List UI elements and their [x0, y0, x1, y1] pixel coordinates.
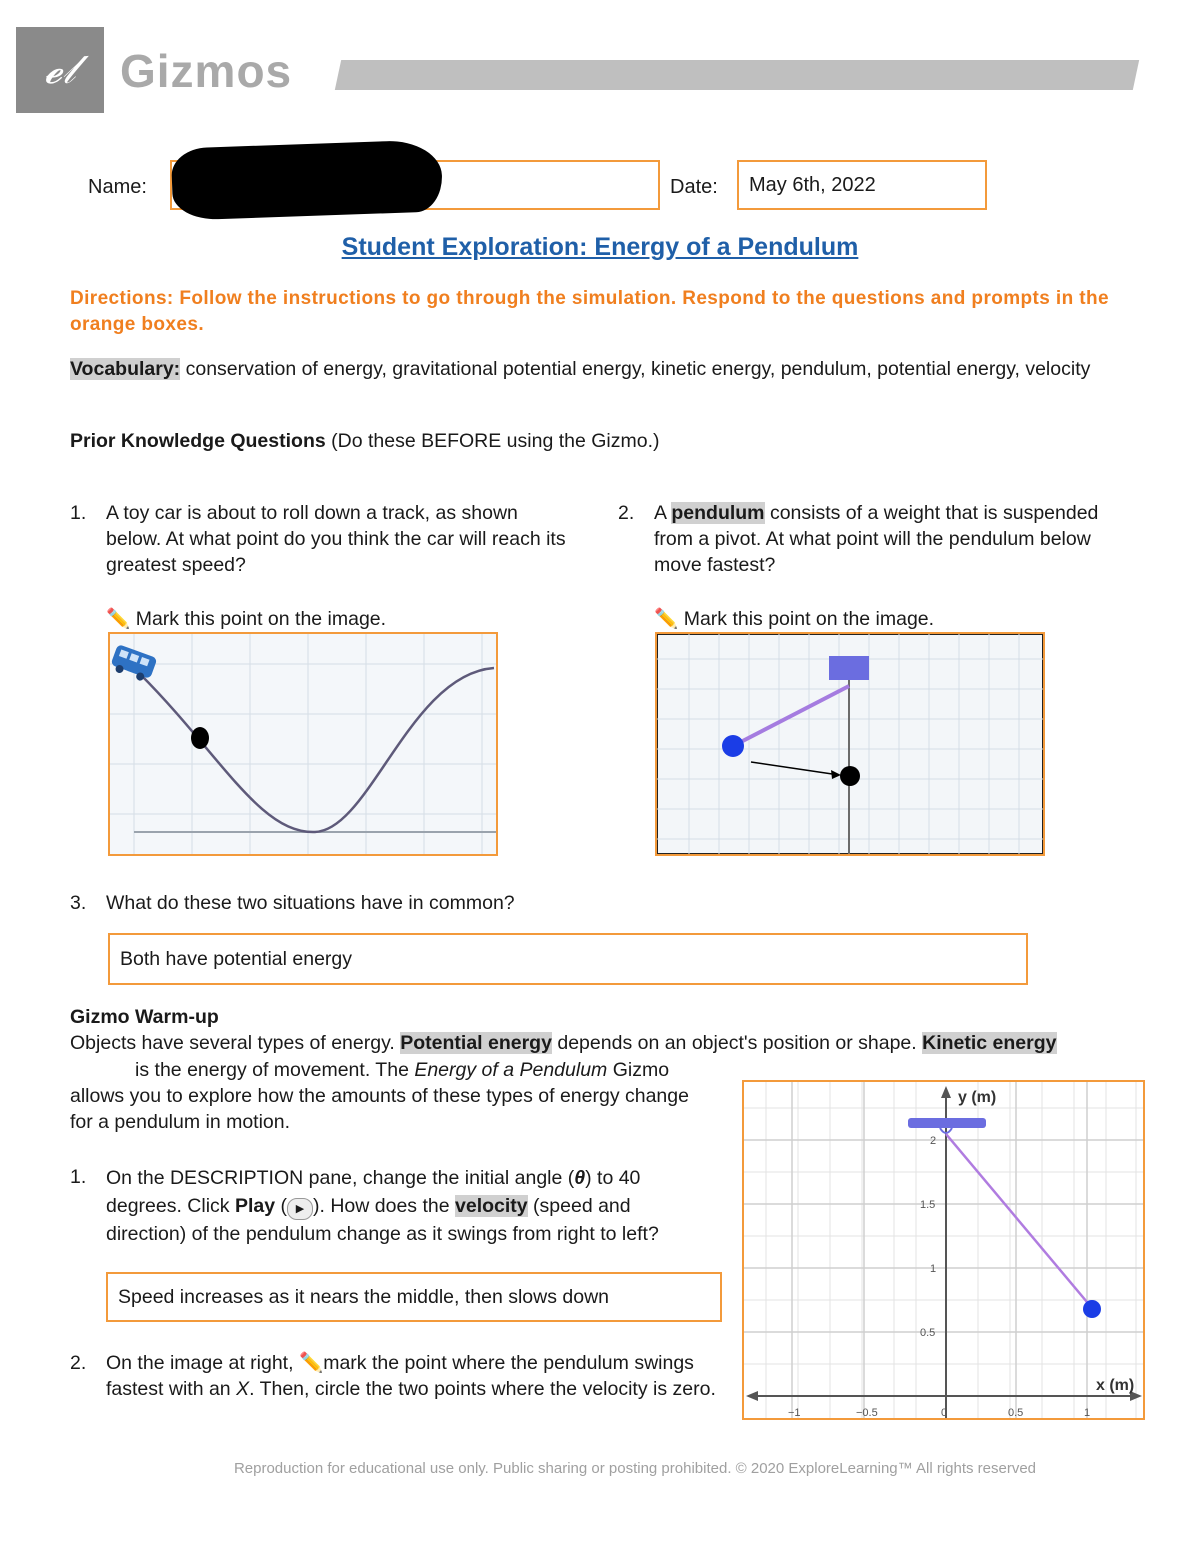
x-tick-label: 0	[941, 1407, 948, 1418]
prior-knowledge-heading: Prior Knowledge Questions (Do these BEFORE using the Gizmo.)	[70, 430, 660, 452]
header-bar	[335, 60, 1139, 90]
date-field[interactable]: May 6th, 2022	[737, 160, 987, 210]
x-tick-label: −0.5	[856, 1407, 878, 1418]
track-svg	[110, 634, 496, 854]
pendulum-svg	[657, 634, 1043, 854]
brand-name: Gizmos	[120, 45, 293, 97]
q1-text: A toy car is about to roll down a track, as shown below. At what point do you think the car will reach its greatest speed?	[106, 502, 566, 576]
q1-number: 1.	[70, 502, 87, 524]
y-tick-label: 0.5	[920, 1327, 936, 1339]
q2-text: A pendulum consists of a weight that is suspended from a pivot. At what point will the pendulum below move fastest?	[654, 502, 1099, 576]
directions: Directions: Follow the instructions to go through the simulation. Respond to the questions and prompts in the orange boxes.	[70, 288, 1109, 335]
x-tick-label: −1	[788, 1407, 801, 1418]
pivot-icon	[908, 1118, 986, 1128]
q2-mark-prompt: ✏️ Mark this point on the image.	[654, 608, 935, 630]
q2-number: 2.	[618, 502, 635, 524]
q3-answer-box[interactable]: Both have potential energy	[108, 933, 1028, 985]
track-curve	[140, 668, 494, 832]
footer: Reproduction for educational use only. Public sharing or posting prohibited. © 2020 ExploreLearning™ All rights reserved	[233, 1460, 1037, 1477]
q1-mark-prompt: ✏️ Mark this point on the image.	[106, 608, 387, 630]
track-image[interactable]	[108, 632, 498, 856]
warmup-q1-answer-box[interactable]: Speed increases as it nears the middle, then slows down	[106, 1272, 722, 1322]
pendulum-graph[interactable]	[742, 1080, 1145, 1420]
date-label: Date:	[670, 176, 718, 198]
y-tick-label: 1.5	[920, 1199, 936, 1211]
redaction-scribble	[171, 139, 443, 220]
pendulum-bob	[722, 735, 744, 757]
y-axis-label: y (m)	[958, 1089, 997, 1106]
pencil-icon: ✏️	[298, 1352, 324, 1374]
warmup-heading: Gizmo Warm-up	[70, 1006, 219, 1028]
warmup-q2-number: 2.	[70, 1352, 87, 1374]
warmup-intro-rest: is the energy of movement. The Energy of a Pendulum Gizmo allows you to explore how the amounts of these types of energy change for a pendulum in motion.	[70, 1059, 689, 1133]
x-tick-label: 1	[1084, 1407, 1091, 1418]
warmup-q2-text: On the image at right, ✏️mark the point where the pendulum swings fastest with an X. Then, circle the two points where the velocity is zero.	[106, 1352, 716, 1400]
vocabulary-label: Vocabulary:	[70, 358, 181, 380]
pendulum-bob	[1083, 1300, 1101, 1318]
y-tick-label: 2	[930, 1135, 937, 1147]
warmup-q1-number: 1.	[70, 1166, 87, 1188]
q3-number: 3.	[70, 892, 87, 914]
q3-text: What do these two situations have in common?	[106, 892, 515, 914]
play-icon: ▶	[287, 1198, 313, 1220]
pendulum-graph-svg	[744, 1082, 1143, 1418]
student-mark-dot	[840, 766, 860, 786]
vocabulary: Vocabulary: conservation of energy, gravitational potential energy, kinetic energy, pendulum, potential energy, velocity	[70, 358, 1091, 380]
x-tick-label: 0.5	[1008, 1407, 1024, 1418]
pivot-icon	[829, 656, 869, 680]
page-title: Student Exploration: Energy of a Pendulum	[341, 233, 859, 261]
y-tick-label: 1	[930, 1263, 937, 1275]
gizmos-logo-icon: 𝓮𝓁	[16, 27, 104, 113]
pendulum-string	[946, 1134, 1092, 1308]
warmup-intro-line1: Objects have several types of energy. Potential energy depends on an object's position or shape. Kinetic energy	[70, 1032, 1057, 1054]
pendulum-image[interactable]	[655, 632, 1045, 856]
x-axis-label: x (m)	[1096, 1377, 1135, 1394]
name-label: Name:	[88, 176, 147, 198]
warmup-q1-text: On the DESCRIPTION pane, change the initial angle (θ) to 40 degrees. Click Play ( ▶ ). How does the velocity (speed and direction) of the pendulum change as it swings from right to left?	[106, 1167, 659, 1245]
student-mark-dot	[191, 727, 209, 749]
